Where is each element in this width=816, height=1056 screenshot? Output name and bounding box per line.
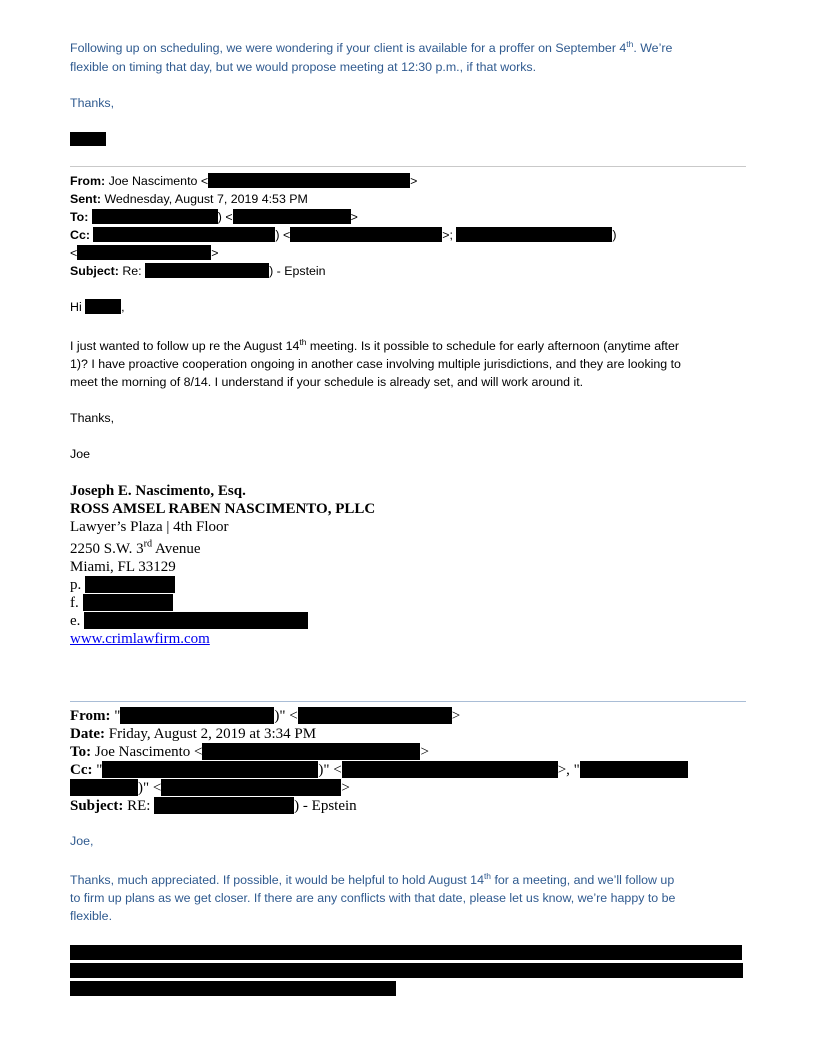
email2-body-line-1: Thanks, much appreciated. If possible, it would be helpful to hold August 14th for a meeting, and we’ll follow up xyxy=(70,870,675,887)
redaction xyxy=(84,612,308,629)
redaction xyxy=(77,245,211,260)
redacted-paragraph-line-1 xyxy=(70,945,742,960)
email2-body-line-2: to firm up plans as we get closer. If there are any conflicts with that date, please let us know, we’re happy to be xyxy=(70,891,676,905)
redaction xyxy=(93,227,275,242)
redaction xyxy=(85,299,121,314)
redacted-paragraph-line-2 xyxy=(70,963,743,978)
redaction xyxy=(342,761,558,778)
email1-to-row: To: ) < > xyxy=(70,210,358,224)
email1-cc-row: Cc: ) < >; ) xyxy=(70,228,617,242)
website-link[interactable]: www.crimlawfirm.com xyxy=(70,631,210,647)
signature-address-2: 2250 S.W. 3rd Avenue xyxy=(70,538,201,557)
email1-from-row: From: Joe Nascimento < > xyxy=(70,174,418,188)
redaction xyxy=(120,707,274,724)
email2-cc-row: Cc: " )" < >, " xyxy=(70,761,688,779)
email2-date-row: Date: Friday, August 2, 2019 at 3:34 PM xyxy=(70,726,317,742)
signature-fax: f. xyxy=(70,594,173,612)
email2-subject-row: Subject: RE: ) - Epstein xyxy=(70,798,357,814)
redaction xyxy=(154,797,294,814)
email2-cc-row-2: )" < > xyxy=(70,779,350,797)
divider-email-2 xyxy=(70,701,746,702)
redaction xyxy=(102,761,318,778)
redaction xyxy=(83,594,173,611)
email2-body-line-3: flexible. xyxy=(70,909,113,923)
email1-sent-row: Sent: Wednesday, August 7, 2019 4:53 PM xyxy=(70,192,308,206)
redaction xyxy=(92,209,218,224)
email1-subject-row: Subject: Re: ) - Epstein xyxy=(70,264,326,278)
signature-website xyxy=(70,630,210,648)
redaction xyxy=(202,743,420,760)
top-message-thanks: Thanks, xyxy=(70,96,115,110)
redacted-sender-name xyxy=(70,132,106,146)
divider-email-1 xyxy=(70,166,746,167)
redaction xyxy=(580,761,688,778)
email1-body-line-2: 1)? I have proactive cooperation ongoing in another case involving multiple jurisdictions, and they are looking to xyxy=(70,357,681,371)
redaction xyxy=(70,779,138,796)
signature-name: Joseph E. Nascimento, Esq. xyxy=(70,483,246,499)
redaction xyxy=(298,707,452,724)
email1-cc-row-2: < > xyxy=(70,246,219,260)
email1-signoff: Joe xyxy=(70,447,90,461)
redaction xyxy=(161,779,341,796)
redaction xyxy=(233,209,351,224)
redaction xyxy=(290,227,442,242)
email2-to-row: To: Joe Nascimento < > xyxy=(70,744,429,760)
top-message-line-2: flexible on timing that day, but we would propose meeting at 12:30 p.m., if that works. xyxy=(70,60,537,74)
redaction xyxy=(208,173,410,188)
email2-greeting: Joe, xyxy=(70,834,94,848)
signature-email: e. xyxy=(70,612,308,630)
redaction xyxy=(85,576,175,593)
email2-from-row: From: " )" < > xyxy=(70,708,461,724)
redaction xyxy=(456,227,612,242)
email1-thanks: Thanks, xyxy=(70,411,115,425)
redaction xyxy=(145,263,269,278)
signature-address-3: Miami, FL 33129 xyxy=(70,559,176,575)
email1-body-line-3: meet the morning of 8/14. I understand if your schedule is already set, and will work around it. xyxy=(70,375,584,389)
redacted-paragraph-line-3 xyxy=(70,981,396,996)
email1-body-line-1: I just wanted to follow up re the August 14th meeting. Is it possible to schedule for early afternoon (anytime after xyxy=(70,336,680,353)
signature-phone: p. xyxy=(70,576,175,594)
signature-firm: ROSS AMSEL RABEN NASCIMENTO, PLLC xyxy=(70,501,376,517)
top-message-line-1: Following up on scheduling, we were wondering if your client is available for a proffer on September 4th. We’re xyxy=(70,38,673,55)
signature-address-1: Lawyer’s Plaza | 4th Floor xyxy=(70,519,229,535)
email1-greeting: Hi , xyxy=(70,300,125,314)
